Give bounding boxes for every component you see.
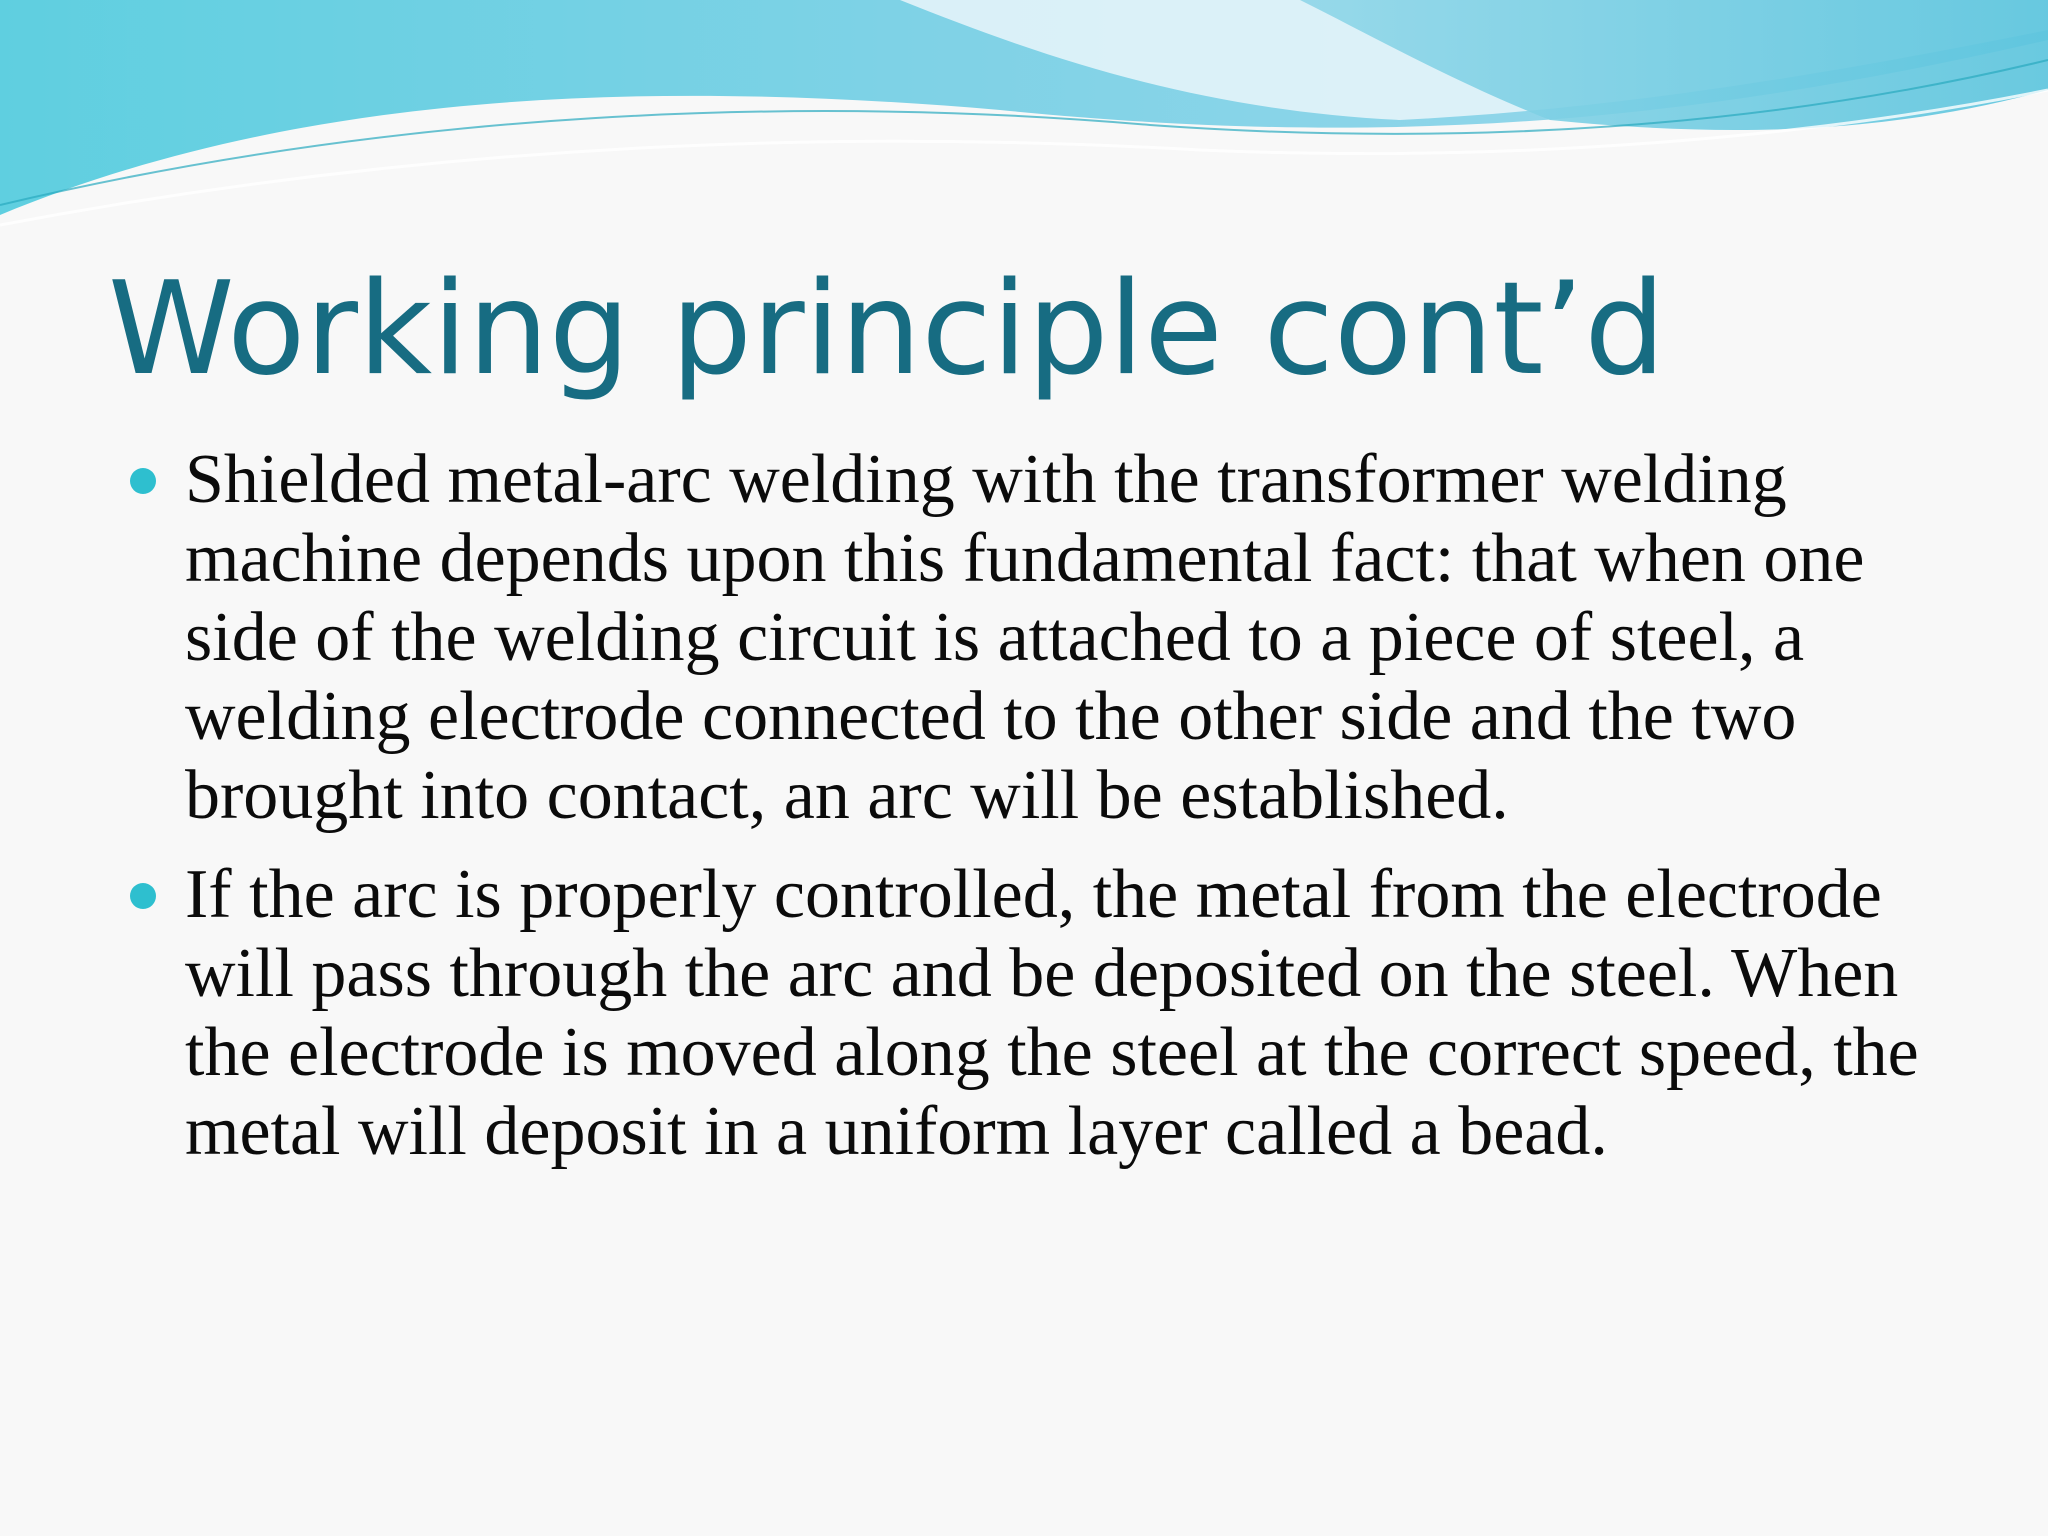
bullet-dot-icon — [130, 468, 156, 494]
list-item — [0, 855, 1975, 1171]
list-item — [0, 440, 1975, 835]
bullet-dot-icon — [130, 883, 156, 909]
header-wave-decoration — [0, 0, 2048, 240]
slide-title: Working principle cont’d — [108, 255, 1666, 404]
bullet-text: Shielded metal-arc welding with the transformer welding machine depends upon this fundamental fact: that when one side of the welding circuit is attached to a piece of steel, a welding electrode connected to the other side and the two brought into contact, an arc will be established. — [185, 441, 1865, 834]
bullet-list — [0, 440, 2048, 1191]
bullet-text: If the arc is properly controlled, the metal from the electrode will pass through the arc and be deposited on the steel. When the electrode is moved along the steel at the correct speed, the metal will deposit in a uniform layer called a bead. — [185, 856, 1919, 1170]
